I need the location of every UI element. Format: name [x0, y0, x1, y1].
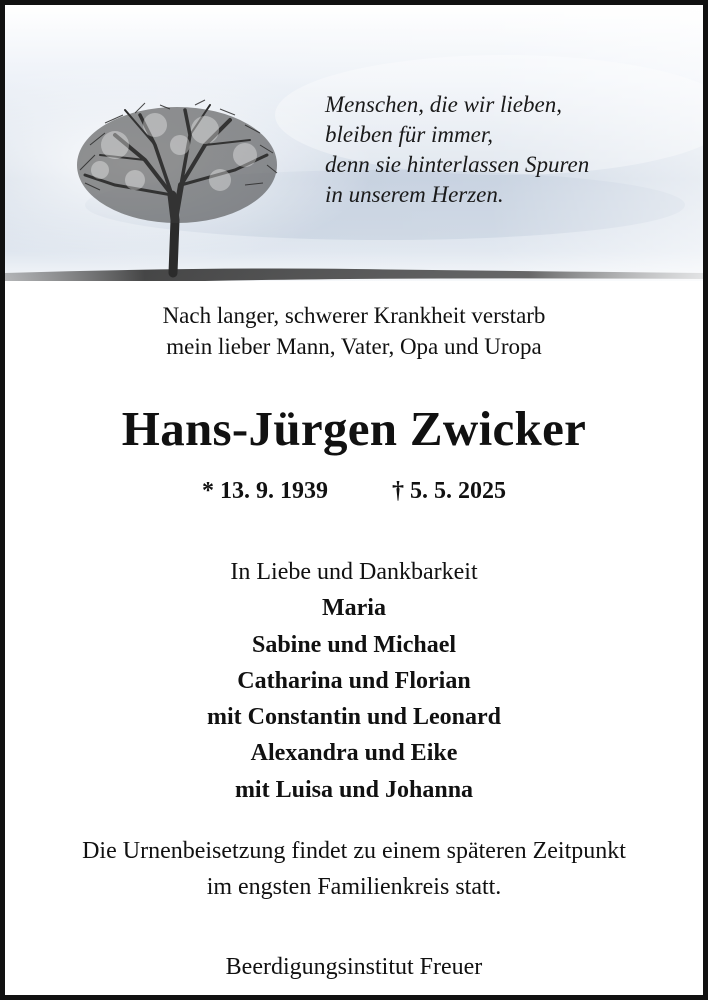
intro-line: Nach langer, schwerer Krankheit verstarb — [162, 303, 546, 328]
poem — [325, 90, 589, 210]
notice-line: im engsten Familienkreis statt. — [206, 874, 502, 900]
notice-line: Die Urnenbeisetzung findet zu einem späteren Zeitpunkt — [82, 838, 626, 864]
intro-line: mein lieber Mann, Vater, Opa und Uropa — [166, 334, 542, 359]
birth-date: * 13. 9. 1939 — [202, 478, 328, 504]
poem-line: bleiben für immer, — [325, 122, 494, 147]
death-date: † 5. 5. 2025 — [392, 478, 506, 504]
poem-line: in unserem Herzen. — [325, 182, 504, 207]
life-dates — [5, 475, 703, 507]
header-image — [5, 5, 703, 295]
mourner-line: mit Luisa und Johanna — [234, 776, 474, 803]
mourners-lead: In Liebe und Dankbarkeit — [230, 559, 478, 585]
mourner-line: mit Constantin und Leonard — [206, 704, 502, 731]
mourner-line: Sabine und Michael — [251, 631, 457, 658]
intro-text — [5, 300, 703, 362]
mourner-line: Alexandra und Eike — [250, 740, 458, 767]
poem-line: denn sie hinterlassen Spuren — [325, 152, 590, 177]
poem-line: Menschen, die wir lieben, — [325, 92, 562, 117]
burial-notice — [5, 833, 703, 905]
deceased-name: Hans-Jürgen Zwicker — [121, 401, 587, 456]
undertaker: Beerdigungsinstitut Freuer — [225, 954, 483, 980]
mourners — [5, 554, 703, 808]
mourner-line: Catharina und Florian — [237, 667, 471, 694]
mourner-line: Maria — [322, 595, 386, 622]
